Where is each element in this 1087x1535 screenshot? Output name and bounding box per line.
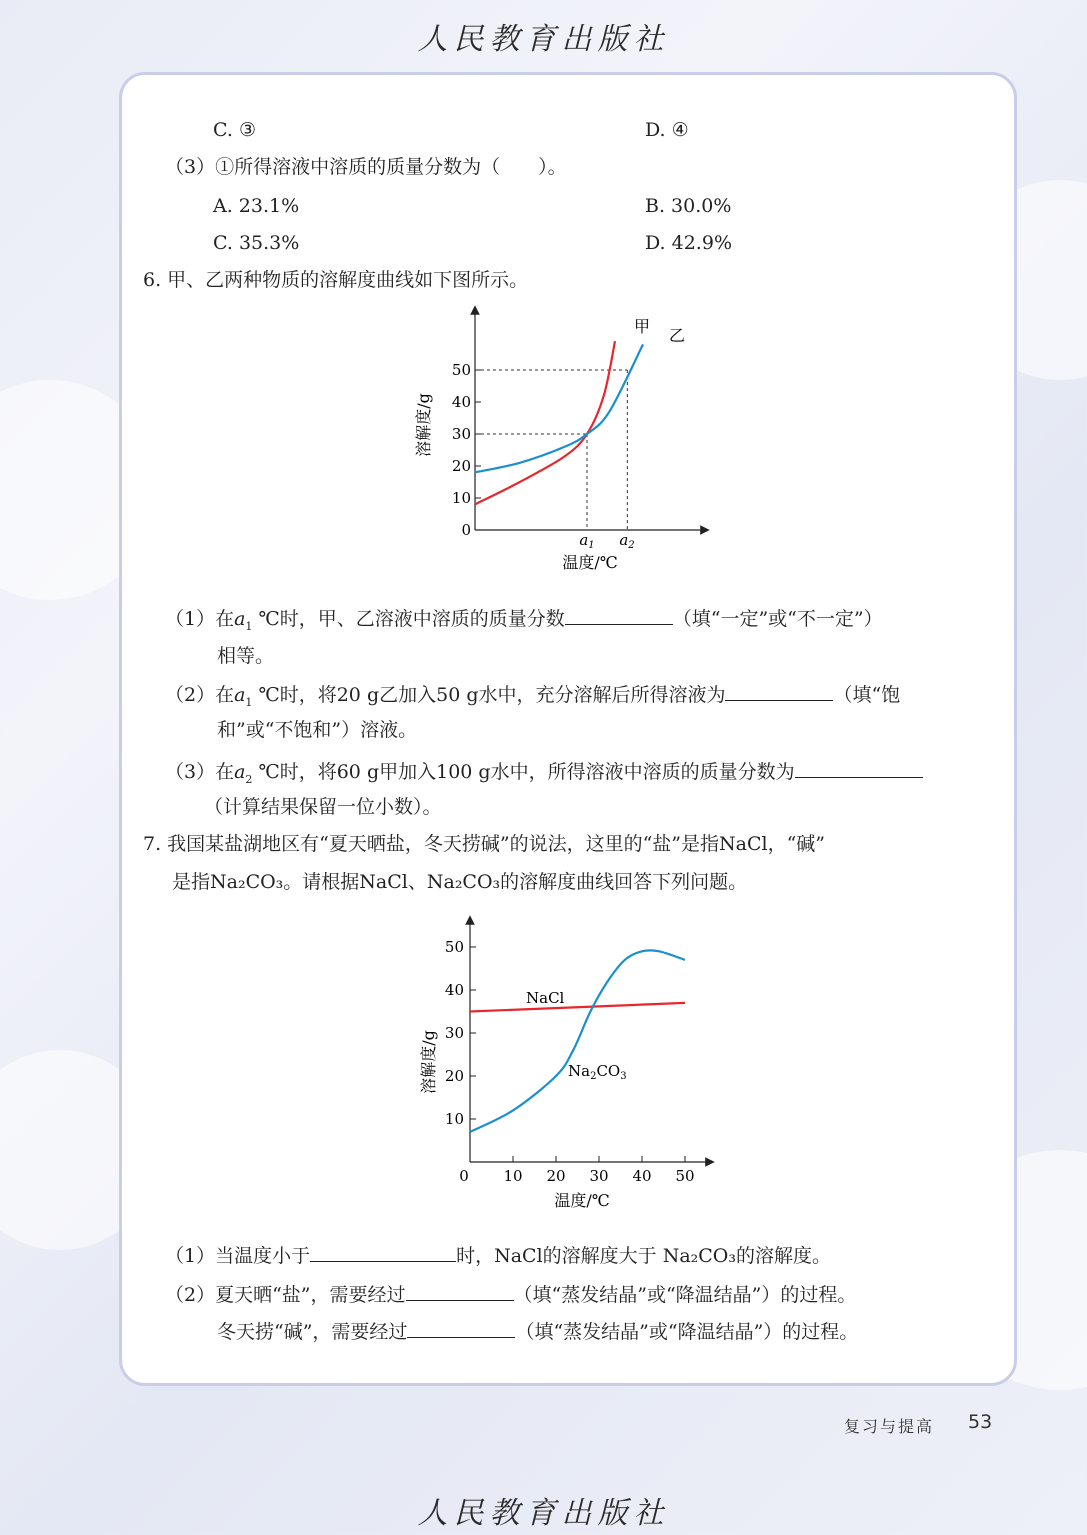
x-tick-label: 0 bbox=[459, 1167, 469, 1185]
x-tick-a2: $a_2$ bbox=[619, 531, 635, 551]
page-number: 53 bbox=[968, 1411, 993, 1433]
q7-sub2: （2）夏天晒“盐”，需要经过 （填“蒸发结晶”或“降温结晶”）的过程。 bbox=[165, 1280, 856, 1307]
publisher-header: 人民教育出版社 bbox=[417, 22, 670, 57]
option-d: D. ④ bbox=[645, 119, 689, 141]
q5-sub3-option-c: C. 35.3% bbox=[213, 232, 300, 254]
y-tick-label: 10 bbox=[444, 1110, 464, 1128]
answer-blank[interactable] bbox=[407, 1317, 515, 1338]
q6-sub1: （1）在$a_1$ ℃时，甲、乙溶液中溶质的质量分数 （填“一定”或“不一定”） bbox=[165, 604, 883, 639]
curve-jia bbox=[475, 341, 615, 504]
y-tick-label: 40 bbox=[444, 981, 464, 999]
y-tick-label: 0 bbox=[461, 521, 471, 539]
y-tick-label: 50 bbox=[451, 361, 471, 379]
x-tick-label: 40 bbox=[632, 1167, 652, 1185]
y-tick-label: 50 bbox=[444, 938, 464, 956]
y-tick-label: 20 bbox=[451, 457, 471, 475]
curve-na2co3 bbox=[470, 950, 685, 1132]
answer-blank[interactable] bbox=[310, 1241, 456, 1262]
q6-sub1-cont: 相等。 bbox=[217, 645, 275, 667]
y-axis-label: 溶解度/g bbox=[419, 1030, 438, 1094]
x-tick-label: 30 bbox=[589, 1167, 609, 1185]
answer-blank[interactable] bbox=[565, 604, 673, 625]
x-axis-label: 温度/℃ bbox=[562, 553, 618, 572]
q7-sub1: （1）当温度小于 时，NaCl的溶解度大于 Na₂CO₃的溶解度。 bbox=[165, 1241, 831, 1268]
answer-blank[interactable] bbox=[725, 680, 833, 701]
solubility-chart-2 bbox=[410, 912, 710, 1212]
q5-sub3: （3）①所得溶液中溶质的质量分数为（ ）。 bbox=[165, 156, 567, 178]
q5-sub3-option-b: B. 30.0% bbox=[645, 195, 732, 217]
y-axis-label: 溶解度/g bbox=[414, 393, 433, 457]
x-axis-label: 温度/℃ bbox=[554, 1191, 610, 1210]
q7-stem-line2: 是指Na₂CO₃。请根据NaCl、Na₂CO₃的溶解度曲线回答下列问题。 bbox=[172, 871, 748, 893]
q6-sub2-cont: 和”或“不饱和”）溶液。 bbox=[217, 719, 418, 741]
y-tick-label: 10 bbox=[451, 489, 471, 507]
series-label-yi: 乙 bbox=[669, 326, 686, 345]
series-label-jia: 甲 bbox=[634, 317, 651, 336]
answer-blank[interactable] bbox=[406, 1280, 514, 1301]
section-label: 复习与提高 bbox=[844, 1417, 935, 1436]
x-tick-label: 50 bbox=[675, 1167, 695, 1185]
curve-yi bbox=[475, 344, 643, 472]
curve-nacl bbox=[470, 1003, 685, 1012]
publisher-footer: 人民教育出版社 bbox=[417, 1496, 670, 1531]
solubility-chart-1 bbox=[415, 305, 715, 575]
y-tick-label: 30 bbox=[451, 425, 471, 443]
q7-stem-line1: 7. 我国某盐湖地区有“夏天晒盐，冬天捞碱”的说法，这里的“盐”是指NaCl，“碱” bbox=[143, 833, 826, 855]
option-c: C. ③ bbox=[213, 119, 256, 141]
q6-sub3-cont: （计算结果保留一位小数）。 bbox=[204, 796, 442, 818]
y-tick-label: 40 bbox=[451, 393, 471, 411]
x-tick-a1: $a_1$ bbox=[579, 531, 595, 551]
answer-blank[interactable] bbox=[795, 757, 923, 778]
q6-stem: 6. 甲、乙两种物质的溶解度曲线如下图所示。 bbox=[143, 269, 529, 291]
q5-sub3-option-a: A. 23.1% bbox=[213, 195, 300, 217]
x-tick-label: 20 bbox=[546, 1167, 566, 1185]
q6-sub3: （3）在$a_2$ ℃时，将60 g甲加入100 g水中，所得溶液中溶质的质量分数为 bbox=[165, 757, 923, 792]
q6-sub2: （2）在$a_1$ ℃时，将20 g乙加入50 g水中，充分溶解后所得溶液为 （填“饱 bbox=[165, 680, 900, 715]
q7-sub2-cont: 冬天捞“碱”，需要经过 （填“蒸发结晶”或“降温结晶”）的过程。 bbox=[217, 1317, 858, 1344]
q5-sub3-option-d: D. 42.9% bbox=[645, 232, 732, 254]
y-tick-label: 20 bbox=[444, 1067, 464, 1085]
y-tick-label: 30 bbox=[444, 1024, 464, 1042]
series-label-nacl: NaCl bbox=[526, 989, 565, 1007]
x-tick-label: 10 bbox=[503, 1167, 523, 1185]
series-label-na2co3: $Na_2CO_3$ bbox=[568, 1062, 627, 1082]
